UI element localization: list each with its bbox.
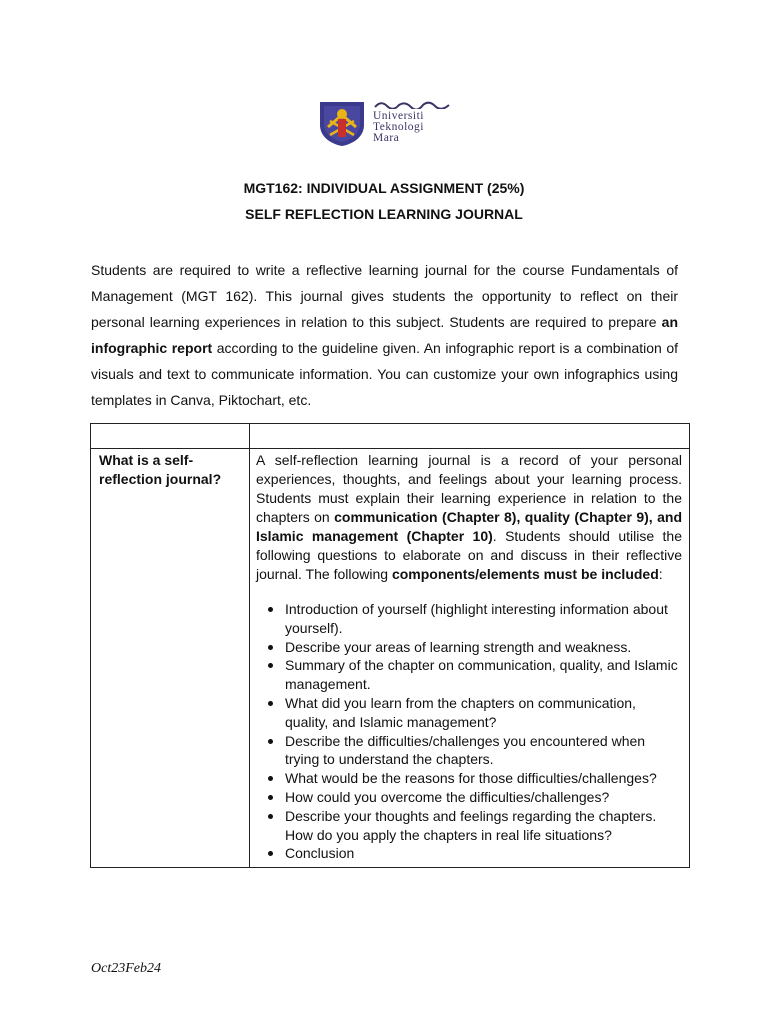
shield-crest-icon <box>318 99 366 147</box>
table-row <box>91 449 690 868</box>
logo-name-line: Mara <box>373 132 400 144</box>
footer-code: Oct23Feb24 <box>91 961 161 976</box>
empty-cell <box>91 424 250 449</box>
row-label: What is a self-reflection journal? <box>91 449 250 868</box>
list-item: Describe your thoughts and feelings regarding the chapters. How do you apply the chapters in real life situations? <box>256 807 682 845</box>
desc-text: : <box>658 566 663 582</box>
list-item: What did you learn from the chapters on communication, quality, and Islamic management? <box>256 694 682 732</box>
intro-paragraph <box>91 257 678 413</box>
journal-table <box>90 423 690 868</box>
intro-bold: an infographic report <box>91 314 678 356</box>
list-item: How could you overcome the difficulties/challenges? <box>256 788 682 807</box>
list-item: Introduction of yourself (highlight interesting information about yourself). <box>256 600 682 638</box>
desc-bold: communication (Chapter 8), quality (Chapter 9), and Islamic management (Chapter 10) <box>256 509 682 544</box>
desc-text: . Students should utilise the following questions to elaborate on and discuss in their reflective journal. The following <box>256 528 682 582</box>
document-header <box>0 175 768 227</box>
intro-text: Students are required to write a reflective learning journal for the course Fundamentals of Management (MGT 162). This journal gives students the opportunity to reflect on their personal learning experiences in relation to this subject. Students are required to prepare <box>91 262 678 330</box>
components-list <box>256 600 682 863</box>
page-subtitle: SELF REFLECTION LEARNING JOURNAL <box>245 206 523 222</box>
desc-text: A self-reflection learning journal is a record of your personal experiences, thoughts, and feelings about your learning process. Students must explain their learning experience in relation to the chapters on <box>256 452 682 525</box>
table-header-row <box>91 424 690 449</box>
list-item: Describe your areas of learning strength and weakness. <box>256 638 682 657</box>
list-item: Summary of the chapter on communication, quality, and Islamic management. <box>256 656 682 694</box>
intro-text: according to the guideline given. An infographic report is a combination of visuals and text to communicate information. You can customize your own infographics using templates in Canva, Piktochart, etc. <box>91 340 678 408</box>
list-item: What would be the reasons for those difficulties/challenges? <box>256 769 682 788</box>
list-item: Conclusion <box>256 844 682 863</box>
logo-name-line: Teknologi <box>373 121 424 133</box>
journal-description <box>256 451 682 584</box>
logo-name-line: Universiti <box>373 110 424 122</box>
empty-cell <box>250 424 690 449</box>
desc-bold: components/elements must be included <box>391 566 659 582</box>
page-title: MGT162: INDIVIDUAL ASSIGNMENT (25%) <box>243 180 525 196</box>
list-item: Describe the difficulties/challenges you encountered when trying to understand the chapters. <box>256 732 682 770</box>
university-logo <box>318 99 458 147</box>
jawi-script-icon <box>373 99 453 109</box>
row-content <box>250 449 690 868</box>
